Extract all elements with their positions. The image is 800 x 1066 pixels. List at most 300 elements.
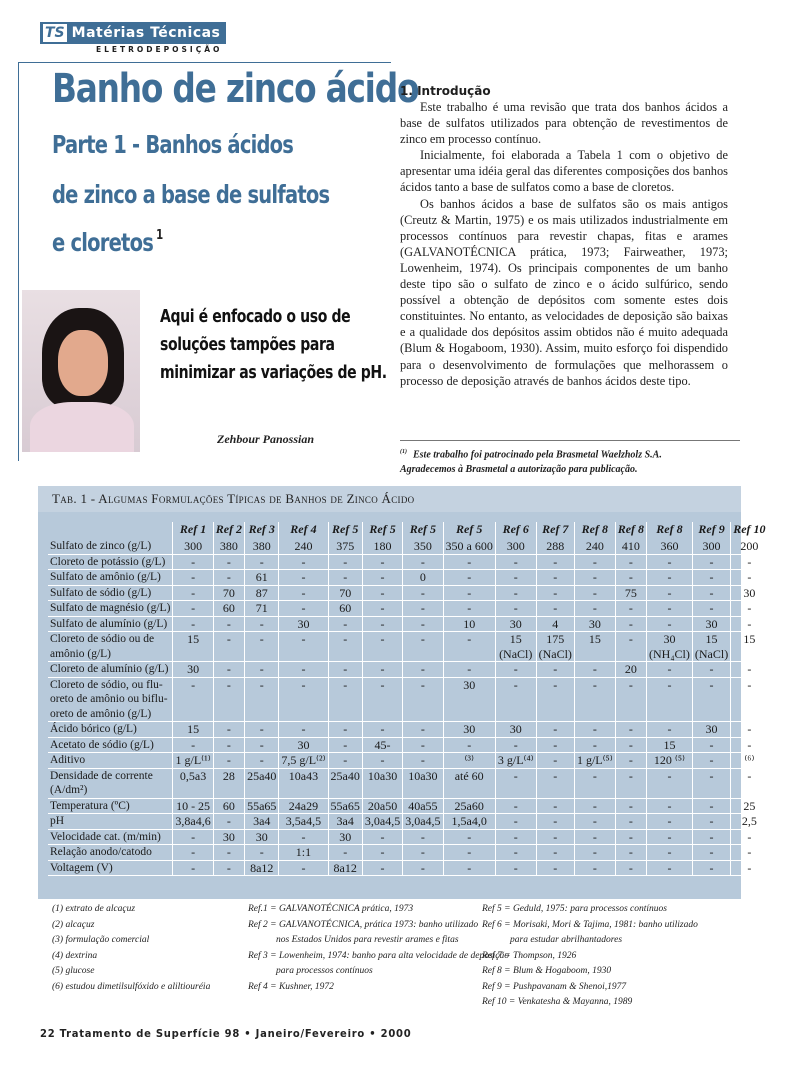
subsection-label: ELETRODEPOSIÇÃO: [96, 45, 223, 54]
table-cell: -: [362, 860, 402, 876]
table-cell: 55a65: [328, 798, 362, 814]
table-cell: -: [403, 860, 443, 876]
table-cell: 3,8a4,6: [173, 814, 213, 830]
table-cell: -: [173, 829, 213, 845]
row-label: Sulfato de magnésio (g/L): [48, 601, 173, 617]
table-cell: 1 g/L⁽⁵⁾: [574, 753, 615, 769]
table-cell: 1,5a4,0: [443, 814, 495, 830]
note-line: (1) extrato de alcaçuz: [52, 904, 136, 914]
table-cell: 25a60: [443, 798, 495, 814]
table-cell: 30: [213, 829, 244, 845]
table-cell: 10: [443, 616, 495, 632]
table-row: [48, 539, 768, 554]
table-cell: -: [213, 845, 244, 861]
table-cell: -: [731, 677, 768, 722]
table-cell: 200: [731, 539, 768, 554]
paragraph: Este trabalho é uma revisão que trata dos banhos ácidos a base de sulfatos utilizados para obtenção de revestimentos de zinco em processo contínuo.: [400, 100, 728, 147]
table-cell: 0,5a3: [173, 768, 213, 798]
table-cell: -: [173, 601, 213, 617]
row-label: Relação anodo/catodo: [48, 845, 173, 861]
note-line: Ref 5 = Geduld, 1975: para processos contínuos: [482, 904, 667, 914]
table-cell: -: [495, 845, 536, 861]
table-cell: -: [615, 798, 646, 814]
table-cell: -: [495, 860, 536, 876]
table-cell: -: [731, 554, 768, 570]
table-cell: -: [245, 677, 279, 722]
table-cell: -: [245, 616, 279, 632]
table-cell: 20a50: [362, 798, 402, 814]
table-cell: 3 g/L⁽⁴⁾: [495, 753, 536, 769]
table-cell: 360: [647, 539, 693, 554]
column-header: Ref 3: [245, 522, 279, 539]
table-cell: -: [495, 662, 536, 678]
table-cell: -: [647, 677, 693, 722]
table-cell: 15: [173, 632, 213, 662]
note-line: Ref 10 = Venkatesha & Mayanna, 1989: [482, 997, 633, 1007]
formulations-table: [48, 522, 768, 876]
table-cell: -: [536, 570, 574, 586]
table-cell: -: [692, 829, 730, 845]
table-cell: -: [574, 554, 615, 570]
table-cell: -: [495, 798, 536, 814]
table-cell: -: [574, 722, 615, 738]
table-row: [48, 616, 768, 632]
table-cell: -: [279, 585, 328, 601]
note-line: (3) formulação comercial: [52, 935, 150, 945]
table-cell: -: [647, 814, 693, 830]
table-cell: -: [536, 585, 574, 601]
table-cell: -: [731, 601, 768, 617]
section-heading: 1. Introdução: [400, 84, 491, 98]
table-row: [48, 585, 768, 601]
table-cell: -: [731, 662, 768, 678]
article-subtitle-line-2: de zinco a base de sulfatos: [52, 180, 330, 209]
table-cell: -: [536, 798, 574, 814]
table-cell: 15 (NaCl): [495, 632, 536, 662]
table-cell: 15 (NaCl): [692, 632, 730, 662]
table-cell: -: [615, 814, 646, 830]
magazine-section-badge: [40, 22, 226, 44]
table-cell: -: [692, 677, 730, 722]
table-cell: -: [647, 570, 693, 586]
table-cell: -: [245, 632, 279, 662]
table-row: [48, 554, 768, 570]
table-cell: 30: [692, 722, 730, 738]
table-cell: -: [615, 601, 646, 617]
row-label: Cloreto de sódio ou de amônio (g/L): [48, 632, 173, 662]
table-cell: -: [328, 722, 362, 738]
row-label: Sulfato de sódio (g/L): [48, 585, 173, 601]
column-header: Ref 1: [173, 522, 213, 539]
table-cell: -: [173, 860, 213, 876]
table-cell: -: [536, 860, 574, 876]
table-cell: -: [574, 845, 615, 861]
table-cell: -: [615, 632, 646, 662]
column-header: Ref 10: [731, 522, 768, 539]
table-cell: 30: [279, 616, 328, 632]
column-header: Ref 5: [328, 522, 362, 539]
table-cell: 15: [574, 632, 615, 662]
article-title: Banho de zinco ácido: [52, 66, 419, 112]
table-cell: -: [173, 570, 213, 586]
table-cell: -: [403, 662, 443, 678]
table-cell: 87: [245, 585, 279, 601]
table-cell: -: [173, 554, 213, 570]
table-row: [48, 768, 768, 798]
table-cell: -: [495, 677, 536, 722]
table-cell: -: [536, 768, 574, 798]
table-cell: 120 ⁽⁵⁾: [647, 753, 693, 769]
author-photo: [22, 290, 140, 452]
note-line: nos Estados Unidos para revestir arames e fitas: [276, 935, 459, 945]
table-cell: 0: [403, 570, 443, 586]
paragraph: Inicialmente, foi elaborada a Tabela 1 com o objetivo de apresentar uma idéia geral das diferentes composições dos banhos ácidos tanto a base de sulfatos como a base de cloretos.: [400, 148, 728, 195]
table-cell: -: [731, 616, 768, 632]
table-title: Tab. 1 - Algumas Formulações Típicas de Banhos de Zinco Ácido: [38, 486, 741, 512]
table-cell: -: [403, 722, 443, 738]
table-cell: 10 - 25: [173, 798, 213, 814]
table-cell: 300: [173, 539, 213, 554]
note-line: Ref 4 = Kushner, 1972: [248, 981, 334, 992]
table-cell: 15: [731, 632, 768, 662]
table-cell: 4: [536, 616, 574, 632]
table-cell: 7,5 g/L⁽²⁾: [279, 753, 328, 769]
table-cell: -: [213, 860, 244, 876]
section-title: Matérias Técnicas: [71, 25, 221, 41]
table-cell: -: [443, 829, 495, 845]
row-label: Velocidade cat. (m/min): [48, 829, 173, 845]
table-cell: 10a30: [362, 768, 402, 798]
table-cell: -: [495, 829, 536, 845]
table-cell: -: [245, 554, 279, 570]
table-notes-refs-b: [482, 902, 698, 1011]
table-cell: -: [328, 845, 362, 861]
table-cell: -: [495, 585, 536, 601]
column-header: Ref 5: [403, 522, 443, 539]
table-cell: 3,0a4,5: [403, 814, 443, 830]
table-cell: -: [279, 860, 328, 876]
table-cell: 71: [245, 601, 279, 617]
table-cell: 30: [245, 829, 279, 845]
table-cell: 40a55: [403, 798, 443, 814]
table-cell: -: [213, 677, 244, 722]
table-cell: 30: [731, 585, 768, 601]
table-cell: 3,0a4,5: [362, 814, 402, 830]
table-cell: -: [213, 554, 244, 570]
table-cell: -: [692, 845, 730, 861]
table-cell: -: [615, 829, 646, 845]
table-cell: -: [279, 570, 328, 586]
table-corner: [48, 522, 173, 539]
table-cell: -: [362, 829, 402, 845]
table-cell: 375: [328, 539, 362, 554]
table-cell: -: [536, 601, 574, 617]
table-cell: -: [692, 860, 730, 876]
table-cell: -: [279, 722, 328, 738]
table-cell: 350: [403, 539, 443, 554]
column-header: Ref 6: [495, 522, 536, 539]
table-cell: ⁽⁶⁾: [731, 753, 768, 769]
table-cell: -: [574, 601, 615, 617]
table-cell: 300: [692, 539, 730, 554]
table-cell: -: [403, 737, 443, 753]
column-header: Ref 9: [692, 522, 730, 539]
table-cell: -: [615, 677, 646, 722]
table-cell: -: [615, 860, 646, 876]
table-cell: 15: [173, 722, 213, 738]
note-line: (2) alcaçuz: [52, 919, 95, 930]
table-row: [48, 753, 768, 769]
column-header: Ref 8: [647, 522, 693, 539]
table-row: [48, 860, 768, 876]
table-cell: -: [574, 662, 615, 678]
table-cell: -: [692, 601, 730, 617]
table-cell: -: [213, 570, 244, 586]
table-cell: 45-: [362, 737, 402, 753]
table-cell: 55a65: [245, 798, 279, 814]
paragraph: Os banhos ácidos a base de sulfatos são os mais antigos (Creutz & Martin, 1975) e os mais utilizados industrialmente em processos contínuos para revestir chapas, fitas e arames (GALVANOTÉCNICA prática, 1973; Fairweather, 1973; Lowenheim, 1974). Os principais componentes de um banho deste tipo são o sulfato de zinco e o ácido sulfúrico, sendo possível a obtenção de depósitos com somente estes dois constituintes. No entanto, as velocidades de deposição são baixas e a qualidade dos depósitos assim obtidos não é muito adequada (Blum & Hogaboom, 1930). Assim, muito esforço foi dispendido para o desenvolvimento de formulações que melhorassem o processo de deposição através de banhos ácidos deste tipo.: [400, 196, 728, 388]
table-cell: -: [647, 616, 693, 632]
table-cell: 60: [213, 601, 244, 617]
note-line: Ref 2 = GALVANOTÉCNICA, prática 1973: banho utilizado: [248, 919, 479, 930]
table-cell: -: [362, 601, 402, 617]
table-cell: -: [362, 554, 402, 570]
table-cell: -: [362, 616, 402, 632]
table-cell: -: [403, 616, 443, 632]
table-cell: -: [362, 722, 402, 738]
table-cell: 30: [443, 677, 495, 722]
table-cell: 75: [615, 585, 646, 601]
table-cell: -: [173, 845, 213, 861]
note-line: Ref 9 = Pushpavanam & Shenoi,1977: [482, 981, 627, 992]
table-cell: -: [443, 554, 495, 570]
table-cell: -: [647, 601, 693, 617]
table-cell: -: [403, 753, 443, 769]
table-cell: -: [647, 798, 693, 814]
table-cell: -: [213, 632, 244, 662]
table-cell: -: [574, 814, 615, 830]
note-line: Ref 7 = Thompson, 1926: [482, 950, 577, 961]
table-row: [48, 845, 768, 861]
table-cell: -: [692, 753, 730, 769]
table-cell: -: [173, 737, 213, 753]
table-row: [48, 829, 768, 845]
table-cell: -: [731, 829, 768, 845]
column-header: Ref 7: [536, 522, 574, 539]
table-cell: -: [495, 601, 536, 617]
table-cell: -: [443, 570, 495, 586]
table-cell: -: [443, 737, 495, 753]
table-cell: 60: [328, 601, 362, 617]
table-cell: 30: [443, 722, 495, 738]
table-cell: 30: [279, 737, 328, 753]
table-cell: 30: [495, 616, 536, 632]
table-cell: -: [279, 662, 328, 678]
table-cell: -: [647, 662, 693, 678]
table-cell: -: [173, 585, 213, 601]
table-cell: -: [443, 585, 495, 601]
table-cell: 380: [245, 539, 279, 554]
table-cell: 70: [328, 585, 362, 601]
table-cell: -: [245, 722, 279, 738]
table-cell: -: [362, 662, 402, 678]
table-cell: -: [213, 737, 244, 753]
table-cell: -: [647, 585, 693, 601]
table-cell: 288: [536, 539, 574, 554]
note-line: (4) dextrina: [52, 950, 98, 961]
table-cell: -: [403, 554, 443, 570]
table-cell: -: [574, 677, 615, 722]
table-cell: -: [362, 845, 402, 861]
row-label: Ácido bórico (g/L): [48, 722, 173, 738]
table-cell: -: [536, 814, 574, 830]
table-cell: 24a29: [279, 798, 328, 814]
table-cell: -: [731, 768, 768, 798]
row-label: Temperatura (ºC): [48, 798, 173, 814]
table-cell: 30: [495, 722, 536, 738]
row-label: Densidade de corrente (A/dm²): [48, 768, 173, 798]
note-line: (5) glucose: [52, 966, 95, 976]
table-cell: -: [574, 798, 615, 814]
table-cell: -: [574, 585, 615, 601]
row-label: Voltagem (V): [48, 860, 173, 876]
table-cell: -: [574, 860, 615, 876]
table-cell: -: [328, 753, 362, 769]
table-cell: 2,5: [731, 814, 768, 830]
table-cell: -: [647, 722, 693, 738]
table-cell: -: [692, 570, 730, 586]
table-cell: -: [279, 601, 328, 617]
article-body: [400, 99, 728, 389]
table-cell: -: [328, 616, 362, 632]
table-cell: 70: [213, 585, 244, 601]
table-cell: -: [173, 677, 213, 722]
pull-quote: Aqui é enfocado o uso de soluções tampões para minimizar as variações de pH.: [160, 306, 387, 383]
table-row: [48, 677, 768, 722]
table-cell: 1:1: [279, 845, 328, 861]
table-cell: -: [615, 554, 646, 570]
table-cell: 61: [245, 570, 279, 586]
table-cell: -: [536, 753, 574, 769]
table-cell: 8a12: [245, 860, 279, 876]
table-cell: -: [536, 845, 574, 861]
table-cell: 380: [213, 539, 244, 554]
table-cell: 1 g/L⁽¹⁾: [173, 753, 213, 769]
table-cell: -: [615, 722, 646, 738]
table-cell: -: [245, 753, 279, 769]
row-label: Cloreto de potássio (g/L): [48, 554, 173, 570]
table-cell: -: [213, 662, 244, 678]
note-line: Ref 6 = Morisaki, Mori & Tajima, 1981: banho utilizado: [482, 919, 698, 930]
column-header: Ref 5: [443, 522, 495, 539]
table-cell: -: [731, 845, 768, 861]
table-cell: -: [403, 632, 443, 662]
table-cell: -: [615, 753, 646, 769]
table-cell: -: [245, 662, 279, 678]
table-cell: -: [731, 570, 768, 586]
row-label: Cloreto de alumínio (g/L): [48, 662, 173, 678]
table-cell: 240: [574, 539, 615, 554]
table-cell: -: [173, 616, 213, 632]
table-cell: -: [647, 860, 693, 876]
table-cell: -: [615, 616, 646, 632]
table-cell: -: [443, 662, 495, 678]
table-cell: -: [279, 677, 328, 722]
table-cell: até 60: [443, 768, 495, 798]
table-cell: -: [328, 662, 362, 678]
table-cell: 180: [362, 539, 402, 554]
table-cell: -: [574, 768, 615, 798]
table-cell: -: [403, 677, 443, 722]
table-notes-additives: [52, 902, 210, 995]
table-cell: -: [495, 737, 536, 753]
table-cell: -: [403, 845, 443, 861]
article-subtitle-line-1: Parte 1 - Banhos ácidos: [52, 130, 294, 159]
table-cell: -: [647, 845, 693, 861]
note-line: (6) estudou dimetilsulfóxido e aliltiouréia: [52, 981, 211, 992]
row-label: Acetato de sódio (g/L): [48, 737, 173, 753]
table-cell: -: [731, 860, 768, 876]
note-line: para estudar abrilhantadores: [510, 935, 623, 945]
table-cell: -: [731, 737, 768, 753]
table-cell: -: [443, 601, 495, 617]
table-cell: -: [615, 845, 646, 861]
table-row: [48, 798, 768, 814]
footnote-marker: 1: [156, 228, 163, 243]
page-footer: 22 Tratamento de Superfície 98 • Janeiro/Fevereiro • 2000: [40, 1028, 412, 1040]
table-row: [48, 632, 768, 662]
table-cell: -: [328, 737, 362, 753]
table-cell: -: [615, 737, 646, 753]
footnote: $^{(1)}$ Este trabalho foi patrocinado pela Brasmetal Waelzholz S.A. Agradecemos à Brasmetal a autorização para publicação.: [400, 440, 740, 477]
table-cell: -: [443, 845, 495, 861]
table-cell: -: [328, 554, 362, 570]
table-cell: 175 (NaCl): [536, 632, 574, 662]
row-label: Sulfato de alumínio (g/L): [48, 616, 173, 632]
table-cell: -: [574, 737, 615, 753]
row-label: Sulfato de amônio (g/L): [48, 570, 173, 586]
table-cell: 350 a 600: [443, 539, 495, 554]
table-row: [48, 722, 768, 738]
table-cell: 25a40: [328, 768, 362, 798]
table-cell: -: [692, 585, 730, 601]
table-cell: 20: [615, 662, 646, 678]
row-label: Aditivo: [48, 753, 173, 769]
table-cell: -: [536, 677, 574, 722]
column-header: Ref 2: [213, 522, 244, 539]
table-cell: -: [574, 829, 615, 845]
table-cell: -: [403, 601, 443, 617]
table-cell: -: [328, 570, 362, 586]
table-cell: 3,5a4,5: [279, 814, 328, 830]
table-cell: -: [443, 860, 495, 876]
table-cell: 30 (NH₄Cl): [647, 632, 693, 662]
table-cell: -: [536, 662, 574, 678]
table-cell: -: [536, 554, 574, 570]
column-header: Ref 8: [574, 522, 615, 539]
table-cell: 60: [213, 798, 244, 814]
table-cell: -: [362, 753, 402, 769]
table-cell: -: [279, 632, 328, 662]
table-cell: 30: [692, 616, 730, 632]
table-cell: 8a12: [328, 860, 362, 876]
note-line: Ref 8 = Blum & Hogaboom, 1930: [482, 966, 612, 976]
table-cell: -: [213, 616, 244, 632]
table-cell: -: [362, 632, 402, 662]
table-cell: -: [615, 768, 646, 798]
note-line: Ref 3 = Lowenheim, 1974: banho para alta velocidade de deposição: [248, 950, 510, 961]
row-label: pH: [48, 814, 173, 830]
